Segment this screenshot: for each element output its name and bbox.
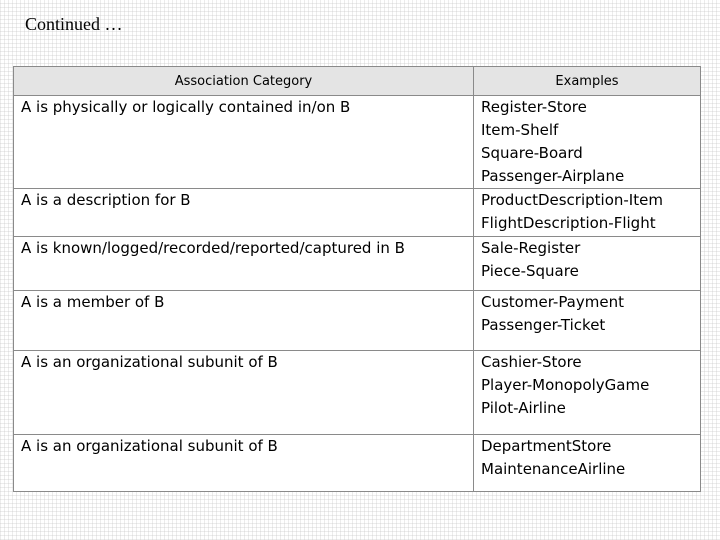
example-item: Item-Shelf (481, 121, 559, 139)
table-row (14, 96, 701, 189)
category-cell (14, 96, 474, 189)
table-row (14, 291, 701, 351)
category-cell (14, 351, 474, 435)
association-table (13, 66, 701, 492)
page-heading: Continued … (25, 14, 123, 34)
header-association-category: Association Category (14, 67, 474, 96)
examples-cell (474, 189, 701, 237)
example-item: MaintenanceAirline (481, 460, 626, 478)
category-text: A is a member of B (21, 293, 165, 311)
category-text: A is an organizational subunit of B (21, 353, 278, 371)
header-examples: Examples (474, 67, 701, 96)
table-row (14, 435, 701, 492)
example-item: Passenger-Airplane (481, 167, 625, 185)
example-item: Square-Board (481, 144, 583, 162)
example-item: FlightDescription-Flight (481, 214, 656, 232)
category-text: A is a description for B (21, 191, 191, 209)
examples-cell (474, 435, 701, 492)
examples-cell (474, 351, 701, 435)
category-text: A is physically or logically contained in/on B (21, 98, 351, 116)
category-cell (14, 189, 474, 237)
example-item: Customer-Payment (481, 293, 624, 311)
category-cell (14, 237, 474, 291)
category-cell (14, 435, 474, 492)
example-item: Pilot-Airline (481, 399, 566, 417)
category-text: A is an organizational subunit of B (21, 437, 278, 455)
examples-cell (474, 96, 701, 189)
example-item: DepartmentStore (481, 437, 612, 455)
example-item: Cashier-Store (481, 353, 582, 371)
example-item: Register-Store (481, 98, 587, 116)
example-item: Passenger-Ticket (481, 316, 606, 334)
table-row (14, 189, 701, 237)
examples-cell (474, 291, 701, 351)
example-item: Sale-Register (481, 239, 581, 257)
category-text: A is known/logged/recorded/reported/captured in B (21, 239, 405, 257)
category-cell (14, 291, 474, 351)
table-header-row (14, 67, 701, 96)
example-item: Player-MonopolyGame (481, 376, 650, 394)
table-row (14, 237, 701, 291)
table-row (14, 351, 701, 435)
example-item: ProductDescription-Item (481, 191, 663, 209)
example-item: Piece-Square (481, 262, 579, 280)
examples-cell (474, 237, 701, 291)
